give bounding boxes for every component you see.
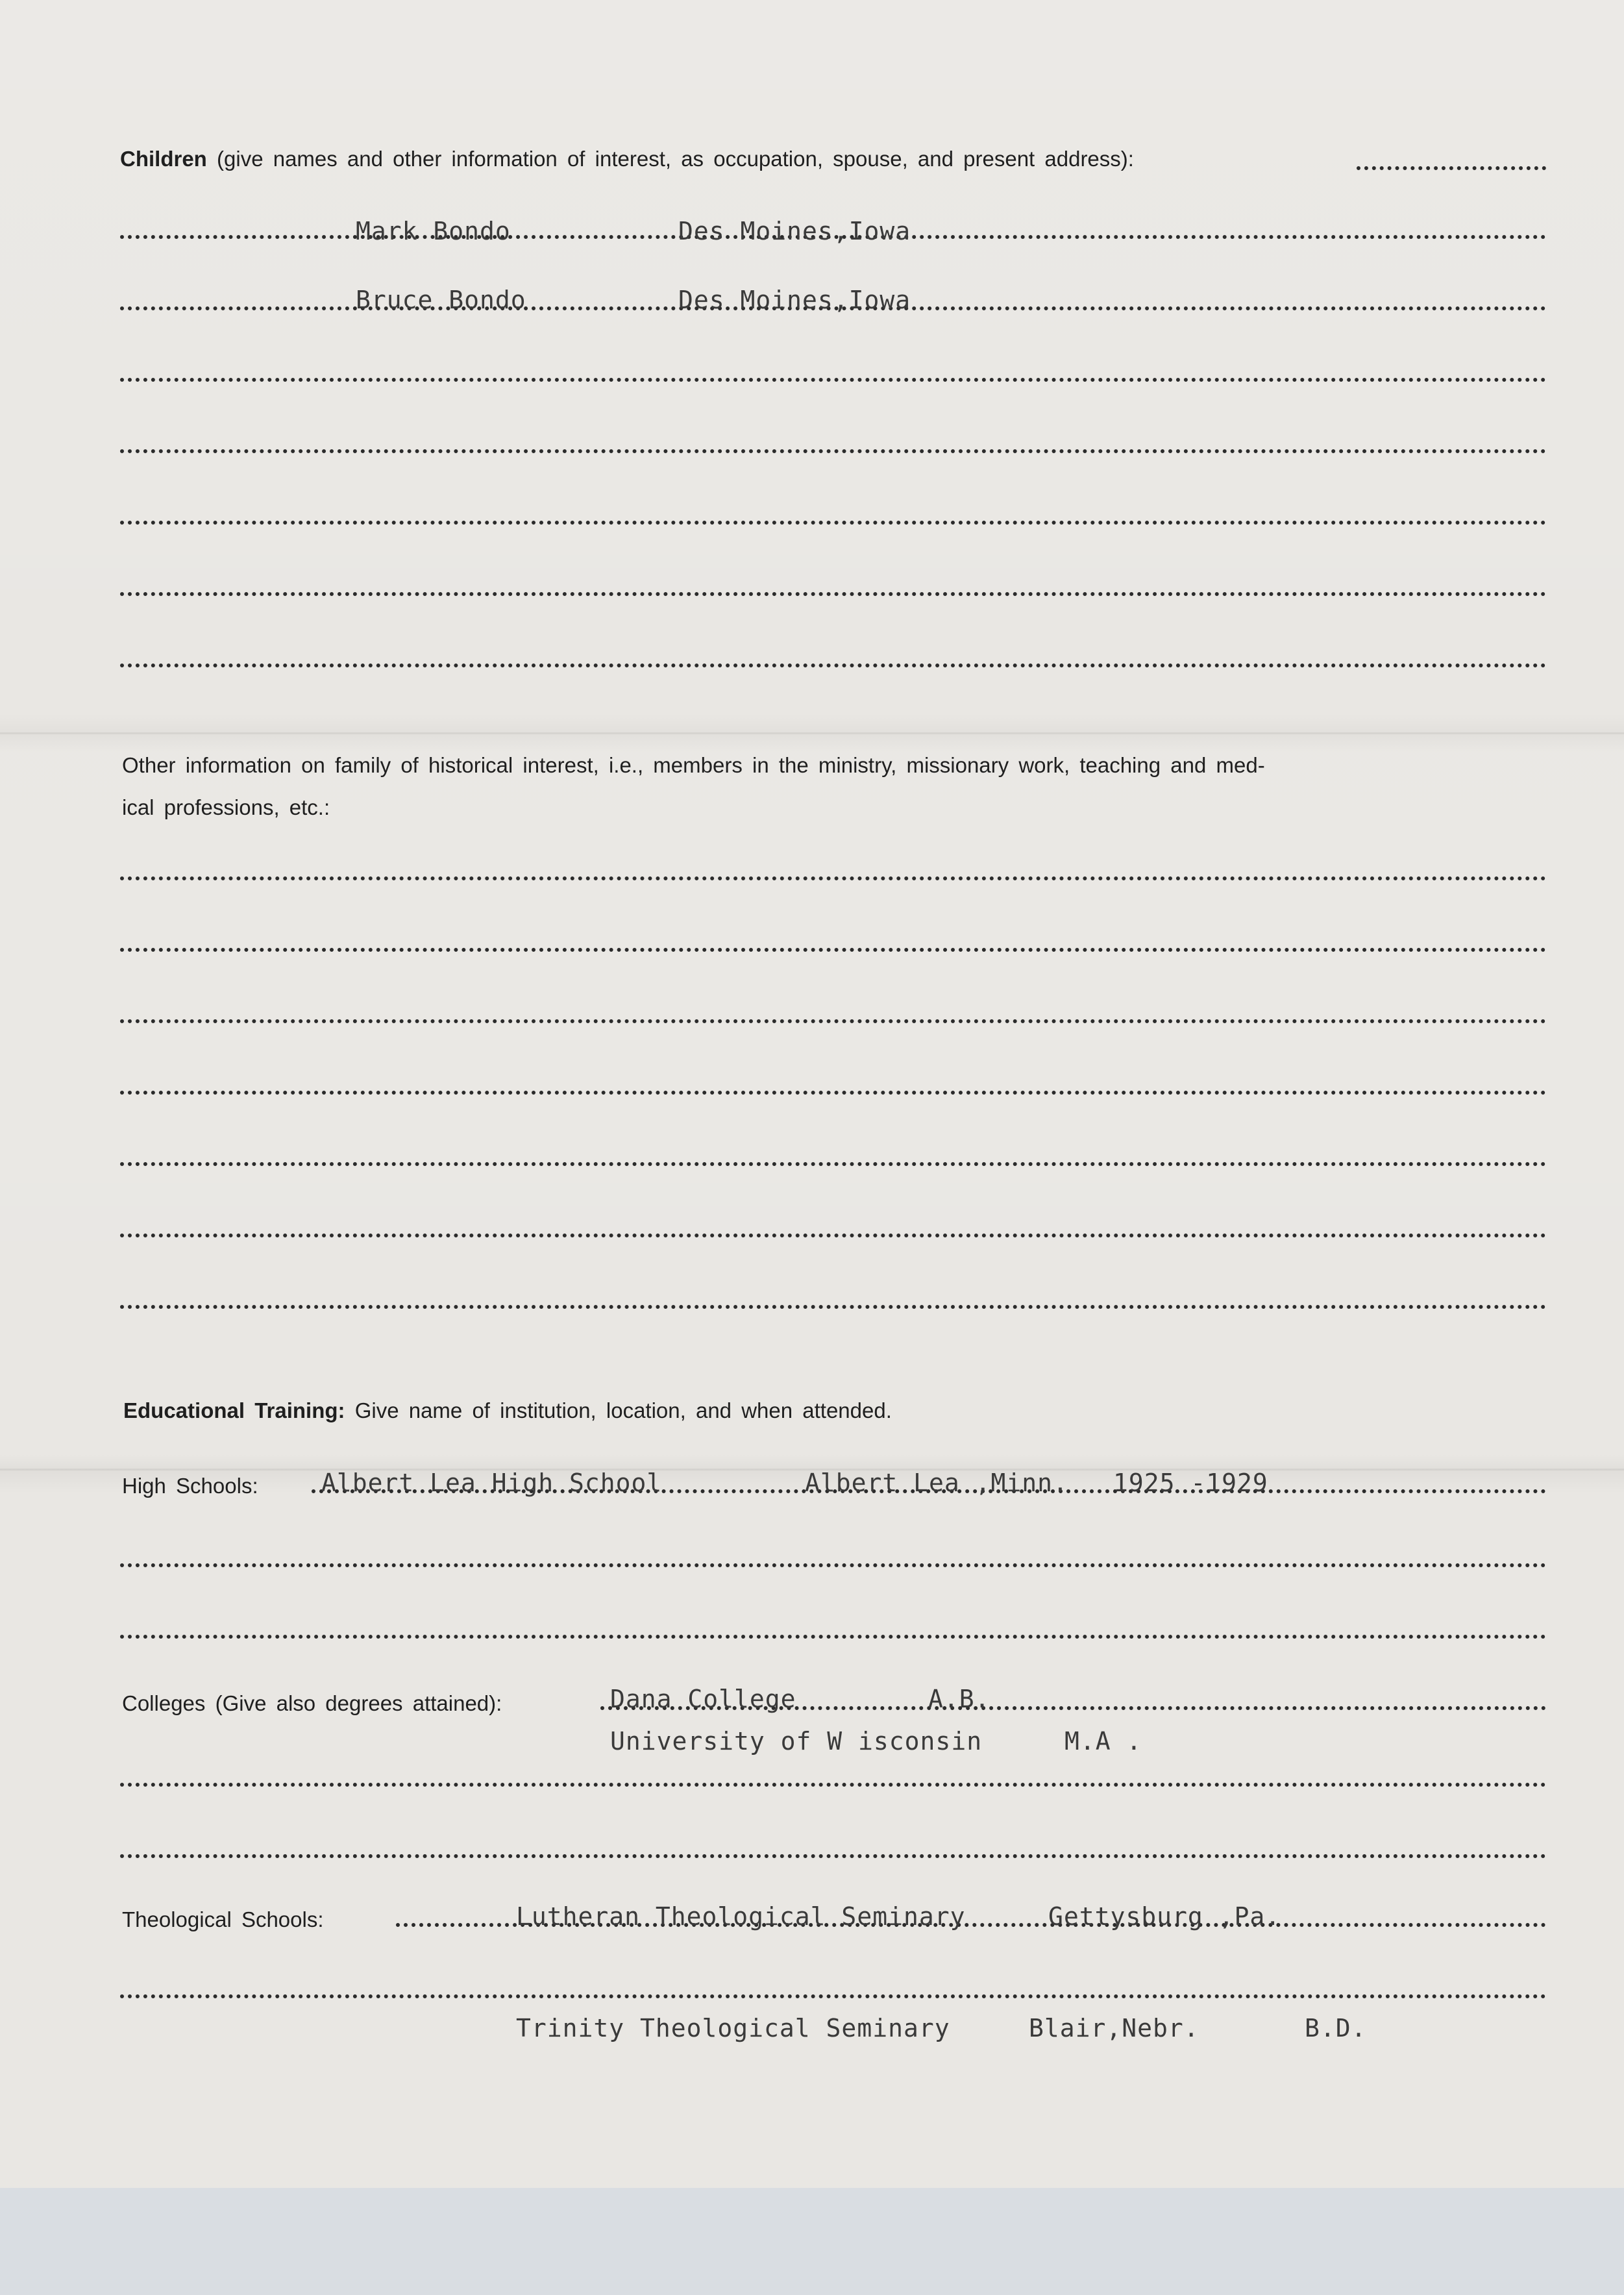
high-school-line[interactable] [120, 1635, 1546, 1639]
other-info-line[interactable] [120, 876, 1546, 880]
theological-school-location: Gettysburg ,Pa. [1048, 1902, 1281, 1931]
high-school-line[interactable] [120, 1563, 1546, 1567]
education-heading: Educational Training: [123, 1398, 345, 1422]
high-school-name: Albert Lea High School [321, 1469, 663, 1497]
theological-school-name: Trinity Theological Seminary [516, 2014, 950, 2042]
children-instructions: (give names and other information of interest, as occupation, spouse, and present address): [217, 147, 1134, 171]
other-info-label-line2: ical professions, etc.: [122, 795, 330, 819]
other-info-line[interactable] [120, 1162, 1546, 1166]
college-line[interactable] [120, 1854, 1546, 1858]
paper-fold [0, 732, 1624, 734]
college-degree: M.A . [1064, 1727, 1142, 1755]
other-info-label-line1: Other information on family of historical interest, i.e., members in the ministry, missionary work, teaching and med- [122, 753, 1265, 777]
college-name: Dana College [610, 1685, 796, 1713]
children-dotted-line [1357, 166, 1546, 170]
children-label [120, 147, 1134, 171]
college-degree: A.B. [928, 1685, 990, 1713]
child-name: Mark Bondo [356, 217, 511, 245]
other-info-line[interactable] [120, 1019, 1546, 1023]
colleges-label: Colleges (Give also degrees attained): [122, 1691, 502, 1715]
children-line[interactable] [120, 521, 1546, 525]
child-address: Des Moines,Iowa [678, 286, 911, 314]
theological-label: Theological Schools: [122, 1907, 324, 1931]
college-line[interactable] [120, 1783, 1546, 1787]
child-name: Bruce Bondo [356, 286, 526, 314]
education-instructions: Give name of institution, location, and when attended. [354, 1398, 892, 1422]
other-info-line[interactable] [120, 948, 1546, 952]
education-label [123, 1398, 892, 1423]
theological-school-degree: B.D. [1305, 2014, 1367, 2042]
theological-school-location: Blair,Nebr. [1029, 2014, 1200, 2042]
college-name: University of W isconsin [610, 1727, 983, 1755]
child-address: Des Moines,Iowa [678, 217, 911, 245]
high-schools-label: High Schools: [122, 1474, 258, 1498]
high-school-years: 1925 -1929 [1113, 1469, 1268, 1497]
high-school-location: Albert Lea ,Minn. [805, 1469, 1068, 1497]
children-line[interactable] [120, 378, 1546, 382]
theological-line[interactable] [120, 1994, 1546, 1998]
other-info-line[interactable] [120, 1091, 1546, 1095]
children-heading: Children [120, 147, 207, 171]
theological-school-name: Lutheran Theological Seminary [516, 1902, 966, 1931]
other-info-line[interactable] [120, 1234, 1546, 1237]
children-line[interactable] [120, 664, 1546, 667]
children-line[interactable] [120, 592, 1546, 596]
children-line[interactable] [120, 449, 1546, 453]
other-info-line[interactable] [120, 1305, 1546, 1309]
